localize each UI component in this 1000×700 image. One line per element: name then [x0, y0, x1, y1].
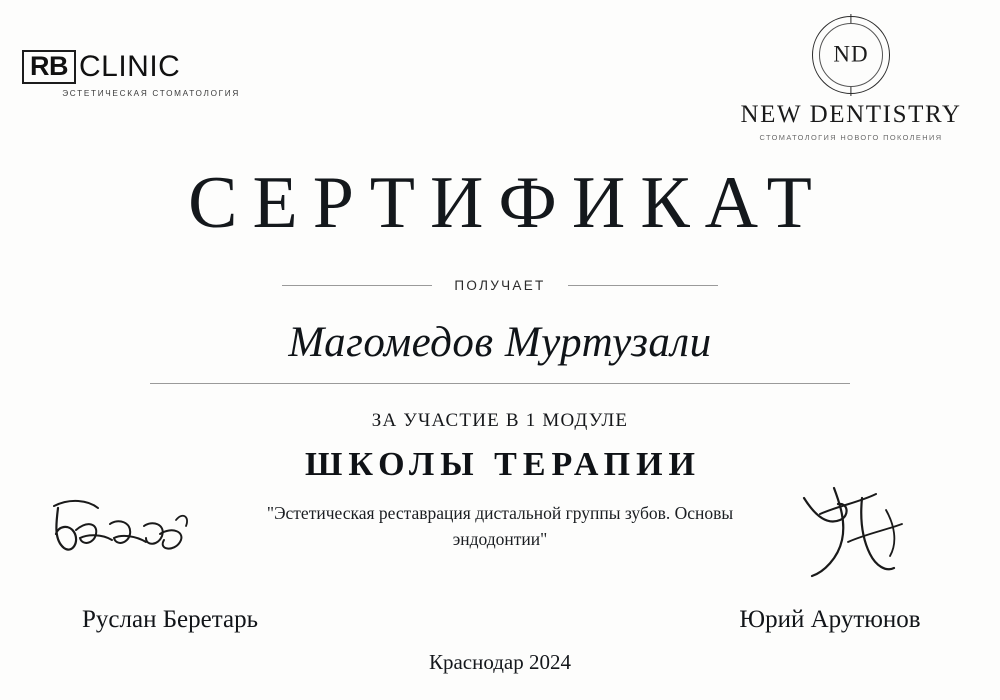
signatory-name-left: Руслан Беретарь	[82, 606, 258, 633]
new-dentistry-tagline: СТОМАТОЛОГИЯ НОВОГО ПОКОЛЕНИЯ	[759, 133, 943, 142]
rbclinic-wordmark: CLINIC	[79, 50, 181, 83]
rbclinic-logo-row	[22, 50, 262, 84]
certificate-title: СЕРТИФИКАТ	[188, 162, 827, 244]
new-dentistry-logo	[726, 16, 976, 142]
signature-mark-right	[790, 480, 940, 590]
nd-tick-top	[850, 14, 851, 23]
nd-emblem-icon	[812, 16, 890, 94]
course-title: "Эстетическая реставрация дистальной группы зубов. Основы эндодонтии"	[266, 503, 734, 550]
recipient-divider	[150, 383, 850, 384]
recipient-name: Магомедов Муртузали	[288, 319, 712, 366]
receives-row	[0, 278, 1000, 293]
signature-mark-left	[40, 490, 240, 570]
nd-tick-bottom	[850, 87, 851, 96]
receives-rule-right	[568, 285, 718, 286]
signatory-name-right: Юрий Арутюнов	[739, 606, 921, 633]
receives-label: ПОЛУЧАЕТ	[454, 278, 546, 293]
participation-line: ЗА УЧАСТИЕ В 1 МОДУЛЕ	[371, 410, 629, 431]
school-name: ШКОЛЫ ТЕРАПИИ	[305, 446, 701, 483]
receives-rule-left	[282, 285, 432, 286]
place-and-year: Краснодар 2024	[428, 650, 572, 674]
rbclinic-mark: RB	[22, 50, 76, 84]
new-dentistry-name: NEW DENTISTRY	[740, 101, 962, 128]
rbclinic-tagline: ЭСТЕТИЧЕСКАЯ СТОМАТОЛОГИЯ	[62, 89, 240, 98]
rbclinic-logo	[22, 50, 262, 98]
nd-monogram: ND	[833, 41, 869, 67]
